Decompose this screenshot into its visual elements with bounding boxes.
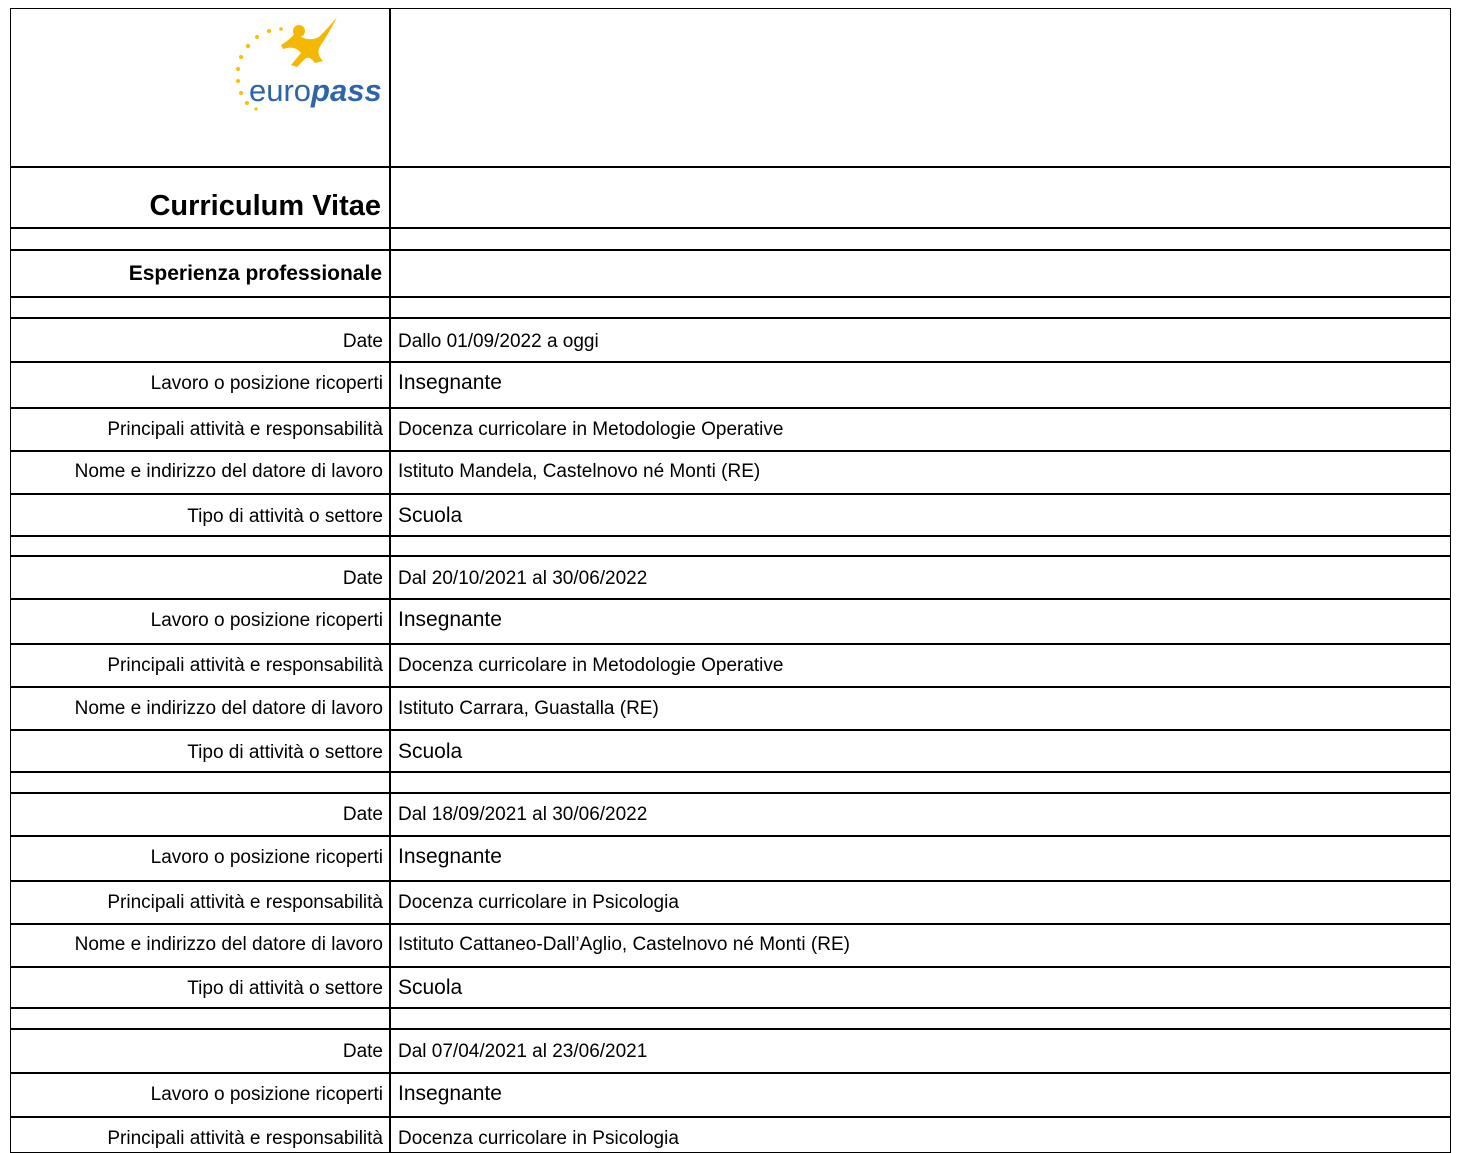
job-activities: Docenza curricolare in Metodologie Operative	[398, 419, 784, 440]
sector-label: Tipo di attività o settore	[187, 742, 383, 763]
divider-line	[11, 792, 1450, 794]
divider-line	[11, 835, 1450, 837]
job-date: Dallo 01/09/2022 a oggi	[398, 331, 599, 352]
position-label: Lavoro o posizione ricoperti	[150, 610, 383, 631]
employer-label: Nome e indirizzo del datore di lavoro	[74, 461, 383, 482]
divider-line	[11, 598, 1450, 600]
divider-line	[11, 880, 1450, 882]
job-position: Insegnante	[398, 1082, 502, 1105]
divider-line	[11, 966, 1450, 968]
job-sector: Scuola	[398, 740, 463, 763]
divider-line	[11, 535, 1450, 537]
divider-line	[11, 249, 1450, 251]
date-label: Date	[342, 331, 383, 352]
divider-line	[11, 1007, 1450, 1009]
divider-line	[11, 923, 1450, 925]
divider-line	[11, 1116, 1450, 1118]
divider-line	[11, 166, 1450, 168]
divider-line	[11, 493, 1450, 495]
activities-label: Principali attività e responsabilità	[107, 419, 383, 440]
job-employer: Istituto Carrara, Guastalla (RE)	[398, 698, 659, 719]
page-title: Curriculum Vitae	[149, 190, 381, 222]
divider-line	[11, 555, 1450, 557]
employer-label: Nome e indirizzo del datore di lavoro	[74, 934, 383, 955]
job-activities: Docenza curricolare in Psicologia	[398, 1128, 679, 1149]
europass-figure-icon	[281, 17, 337, 67]
divider-line	[11, 317, 1450, 319]
sector-label: Tipo di attività o settore	[187, 978, 383, 999]
section-title: Esperienza professionale	[128, 262, 382, 285]
europass-logo-text: europass	[249, 73, 382, 108]
position-label: Lavoro o posizione ricoperti	[150, 373, 383, 394]
divider-line	[11, 296, 1450, 298]
employer-label: Nome e indirizzo del datore di lavoro	[74, 698, 383, 719]
cv-document	[10, 8, 1451, 1153]
column-divider	[389, 9, 391, 1152]
position-label: Lavoro o posizione ricoperti	[150, 847, 383, 868]
divider-line	[11, 407, 1450, 409]
job-employer: Istituto Cattaneo-Dall’Aglio, Castelnovo né Monti (RE)	[398, 934, 850, 955]
divider-line	[11, 1028, 1450, 1030]
job-position: Insegnante	[398, 608, 502, 631]
divider-line	[11, 771, 1450, 773]
divider-line	[11, 361, 1450, 363]
activities-label: Principali attività e responsabilità	[107, 655, 383, 676]
date-label: Date	[342, 1041, 383, 1062]
job-sector: Scuola	[398, 976, 463, 999]
job-employer: Istituto Mandela, Castelnovo né Monti (RE)	[398, 461, 761, 482]
job-sector: Scuola	[398, 504, 463, 527]
job-activities: Docenza curricolare in Psicologia	[398, 892, 679, 913]
job-position: Insegnante	[398, 845, 502, 868]
activities-label: Principali attività e responsabilità	[107, 892, 383, 913]
divider-line	[11, 686, 1450, 688]
divider-line	[11, 643, 1450, 645]
date-label: Date	[342, 568, 383, 589]
europass-logo	[211, 13, 391, 117]
job-activities: Docenza curricolare in Metodologie Operative	[398, 655, 784, 676]
divider-line	[11, 450, 1450, 452]
activities-label: Principali attività e responsabilità	[107, 1128, 383, 1149]
divider-line	[11, 1072, 1450, 1074]
job-date: Dal 20/10/2021 al 30/06/2022	[398, 568, 648, 589]
sector-label: Tipo di attività o settore	[187, 506, 383, 527]
position-label: Lavoro o posizione ricoperti	[150, 1084, 383, 1105]
divider-line	[11, 729, 1450, 731]
job-position: Insegnante	[398, 371, 502, 394]
divider-line	[11, 227, 1450, 229]
job-date: Dal 07/04/2021 al 23/06/2021	[398, 1041, 648, 1062]
date-label: Date	[342, 804, 383, 825]
job-date: Dal 18/09/2021 al 30/06/2022	[398, 804, 648, 825]
